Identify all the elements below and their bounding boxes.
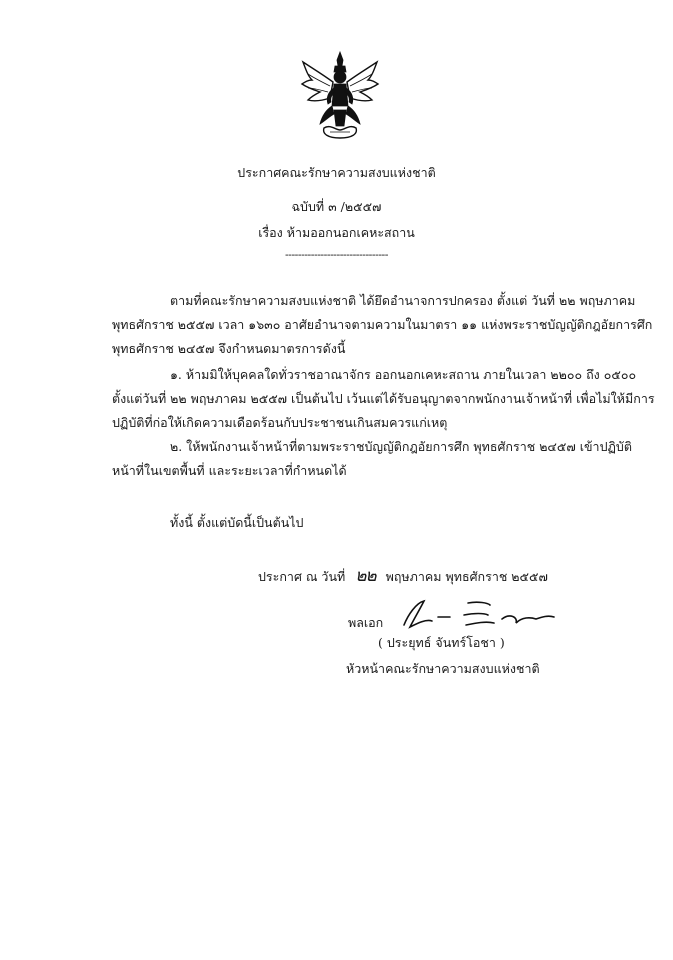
item-1-line: ๑. ห้ามมิให้บุคคลใดทั่วราชอาณาจักร ออกนอกเคหะสถาน ภายในเวลา ๒๒๐๐ ถึง ๐๕๐๐	[170, 367, 637, 382]
signer-rank: พลเอก	[348, 615, 384, 630]
signer-name: ( ประยุทธ์ จันทร์โอชา )	[378, 635, 505, 650]
signer-position: หัวหน้าคณะรักษาความสงบแห่งชาติ	[346, 661, 540, 676]
signature-image	[398, 595, 558, 635]
item-2-line: หน้าที่ในเขตพื้นที่ และระยะเวลาที่กำหนดได้	[112, 463, 347, 478]
item-2-line: ๒. ให้พนักงานเจ้าหน้าที่ตามพระราชบัญญัติกฎอัยการศึก พุทธศักราช ๒๔๕๗ เข้าปฏิบัติ	[170, 439, 632, 454]
intro-line: พุทธศักราช ๒๔๕๗ จึงกำหนดมาตรการดังนี้	[112, 341, 346, 356]
date-prefix: ประกาศ ณ วันที่	[258, 569, 346, 584]
item-1-paragraph	[112, 363, 655, 435]
intro-line: ตามที่คณะรักษาความสงบแห่งชาติ ได้ยึดอำนาจการปกครอง ตั้งแต่ วันที่ ๒๒ พฤษภาคม	[170, 293, 636, 308]
item-1-line: ตั้งแต่วันที่ ๒๒ พฤษภาคม ๒๕๕๗ เป็นต้นไป เว้นแต่ได้รับอนุญาตจากพนักงานเจ้าหน้าที่ เพื่อไม่ให้มีการ	[112, 391, 655, 406]
title-divider: --------------------------------	[285, 248, 388, 261]
announcement-subject: เรื่อง ห้ามออกนอกเคหะสถาน	[258, 225, 415, 240]
proclamation-date	[258, 562, 548, 589]
garuda-emblem-icon	[300, 50, 380, 142]
item-1-line: ปฏิบัติที่ก่อให้เกิดความเดือดร้อนกับประชาชนเกินสมควรแก่เหตุ	[112, 415, 448, 430]
announcement-number: ฉบับที่ ๓ /๒๕๕๗	[291, 199, 382, 214]
intro-paragraph	[112, 289, 653, 361]
date-rest: พฤษภาคม พุทธศักราช ๒๕๕๗	[385, 569, 548, 584]
item-2-paragraph	[112, 435, 632, 483]
intro-line: พุทธศักราช ๒๕๕๗ เวลา ๑๖๓๐ อาศัยอำนาจตามความในมาตรา ๑๑ แห่งพระราชบัญญัติกฎอัยการศึก	[112, 317, 653, 332]
announcement-title: ประกาศคณะรักษาความสงบแห่งชาติ	[237, 165, 436, 180]
closing-text: ทั้งนี้ ตั้งแต่บัดนี้เป็นต้นไป	[170, 515, 304, 530]
date-day: ๒๒	[355, 566, 376, 586]
